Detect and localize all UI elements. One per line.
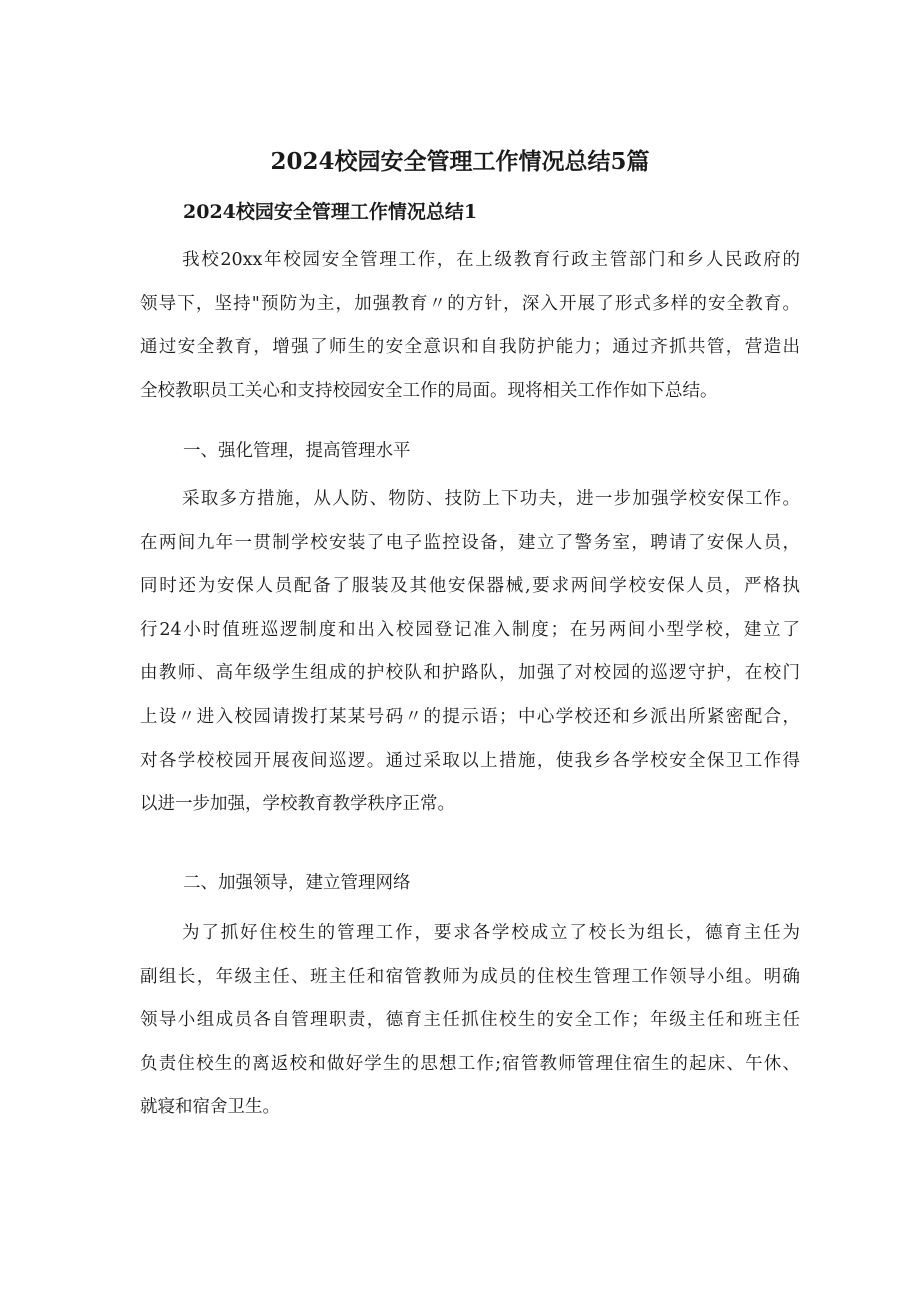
paragraph-line: 为了抓好住校生的管理工作，要求各学校成立了校长为组长，德育主任为 [182,923,800,943]
paragraph-line: 全校教职员工关心和支持校园安全工作的局面。现将相关工作作如下总结。 [140,380,718,401]
paragraph-line: 负责住校生的离返校和做好学生的思想工作;宿管教师管理住宿生的起床、午休、 [140,1053,800,1074]
paragraph-line: 副组长，年级主任、班主任和宿管教师为成员的住校生管理工作领导小组。明确 [140,966,800,987]
paragraph-3 [140,912,800,1130]
subheading-1: 一、强化管理，提高管理水平 [183,441,411,461]
paragraph-line: 采取多方措施，从人防、物防、技防上下功夫，进一步加强学校安保工作。 [182,489,800,509]
paragraph-line: 行24小时值班巡逻制度和出入校园登记准入制度；在另两间小型学校，建立了 [140,619,800,640]
paragraph-line: 在两间九年一贯制学校安装了电子监控设备，建立了警务室，聘请了安保人员， [140,532,800,553]
paragraph-line: 由教师、高年级学生组成的护校队和护路队，加强了对校园的巡逻守护，在校门 [140,663,800,684]
paragraph-1 [140,239,800,413]
paragraph-line: 就寝和宿舍卫生。 [140,1097,280,1118]
paragraph-line: 同时还为安保人员配备了服装及其他安保器械,要求两间学校安保人员，严格执 [140,576,800,597]
document-title: 2024校园安全管理工作情况总结5篇 [270,148,650,175]
section-heading: 2024校园安全管理工作情况总结1 [183,201,478,223]
paragraph-line: 通过安全教育，增强了师生的安全意识和自我防护能力；通过齐抓共管，营造出 [140,337,800,358]
paragraph-line: 领导下，坚持"预防为主，加强教育〃的方针，深入开展了形式多样的安全教育。 [140,293,800,314]
subheading-2: 二、加强领导，建立管理网络 [183,873,411,893]
paragraph-line: 上设〃进入校园请拨打某某号码〃的提示语；中心学校还和乡派出所紧密配合， [140,706,800,727]
paragraph-2 [140,478,800,827]
paragraph-line: 以进一步加强，学校教育教学秩序正常。 [140,794,455,815]
paragraph-line: 我校20xx年校园安全管理工作，在上级教育行政主管部门和乡人民政府的 [182,250,800,270]
paragraph-line: 对各学校校园开展夜间巡逻。通过采取以上措施，使我乡各学校安全保卫工作得 [140,750,800,771]
paragraph-line: 领导小组成员各自管理职责，德育主任抓住校生的安全工作；年级主任和班主任 [140,1010,800,1031]
